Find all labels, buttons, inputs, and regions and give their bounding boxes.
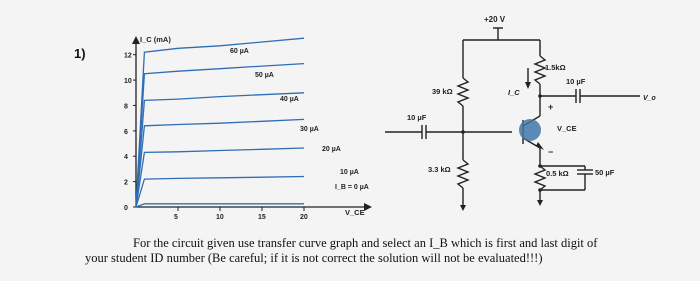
y-tick-label: 4 xyxy=(124,154,128,162)
curve-label: 20 µA xyxy=(322,146,341,153)
transistor-symbol xyxy=(519,119,541,141)
y-tick-label: 2 xyxy=(124,179,128,187)
ground-icon xyxy=(460,205,466,211)
y-tick-label: 6 xyxy=(124,128,128,136)
y-tick-label: 0 xyxy=(124,205,128,212)
x-axis-label: V_CE xyxy=(345,208,365,217)
supply-label: +20 V xyxy=(484,15,506,24)
r-base-bottom-label: 3.3 kΩ xyxy=(428,165,451,174)
curve-label: 10 µA xyxy=(340,169,359,176)
ic-label: I_C xyxy=(508,88,520,97)
r-emitter-label: 0.5 kΩ xyxy=(546,169,569,178)
y-tick-label: 10 xyxy=(124,78,132,86)
y-tick-label: 12 xyxy=(124,52,132,60)
question-line-1: For the circuit given use transfer curve graph and select an I_B which is first and last digit of xyxy=(133,236,598,250)
x-tick-label: 10 xyxy=(216,214,224,221)
vce-label: V_CE xyxy=(557,124,577,133)
x-tick-label: 20 xyxy=(300,214,308,221)
curve-label: 40 µA xyxy=(280,96,299,103)
y-axis-label: I_C (mA) xyxy=(140,35,171,44)
r-collector-label: 1.5kΩ xyxy=(545,63,566,72)
curve-label: 60 µA xyxy=(230,48,249,55)
question-text xyxy=(85,236,685,266)
curve-label: I_B = 0 µA xyxy=(335,184,369,191)
ic-arrow-icon xyxy=(525,82,531,89)
c-emitter-label: 50 µF xyxy=(595,168,615,177)
ground-icon xyxy=(537,200,543,206)
c-input-label: 10 µF xyxy=(407,113,427,122)
vo-label: V_o xyxy=(643,95,656,102)
curve-label: 50 µA xyxy=(255,72,274,79)
r-base-top-label: 39 kΩ xyxy=(432,87,453,96)
x-tick-label: 5 xyxy=(174,214,178,221)
x-tick-label: 15 xyxy=(258,214,266,221)
c-output-label: 10 µF xyxy=(566,77,586,86)
question-line-2: your student ID number (Be careful; if it is not correct the solution will not be evaluated!!!) xyxy=(85,251,543,265)
plus-sign: + xyxy=(548,102,554,112)
curve-label: 30 µA xyxy=(300,126,319,133)
y-tick-label: 8 xyxy=(124,103,128,111)
question-number: 1) xyxy=(74,46,86,61)
minus-sign: − xyxy=(548,147,554,157)
